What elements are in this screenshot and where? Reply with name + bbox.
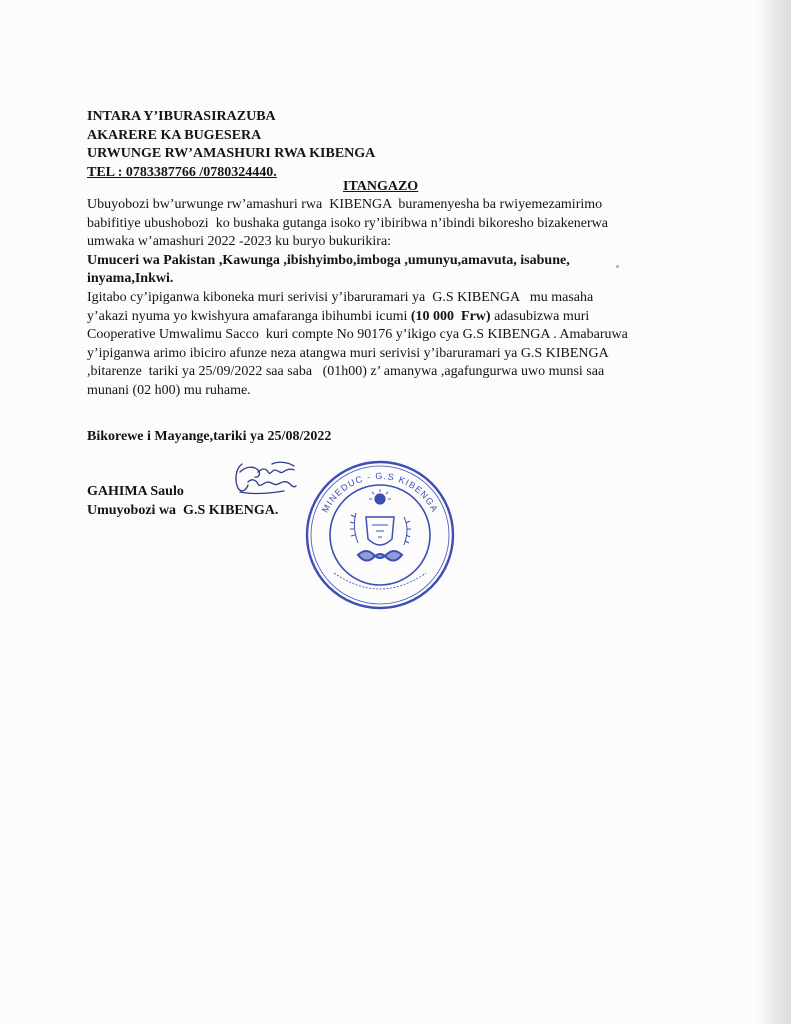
- announcement-body: [87, 196, 628, 401]
- signatory-title: Umuyobozi wa G.S KIBENGA.: [87, 502, 279, 518]
- letterhead-district: AKARERE KA BUGESERA: [87, 127, 262, 143]
- letterhead-telephone: TEL : 0783387766 /0780324440.: [87, 164, 277, 180]
- scan-edge-shadow: [757, 0, 791, 1024]
- signatory-block: [87, 483, 278, 520]
- body-line: y’ipiganwa arimo ibiciro afunze neza atangwa muri serivisi y’ibaruramari ya G.S KIBENGA: [87, 345, 609, 361]
- items-list-line: inyama,Inkwi.: [87, 271, 174, 287]
- stamp-ring-text: MINEDUC - G.S KIBENGA: [319, 470, 441, 515]
- place-and-date-text: Bikorewe i Mayange,tariki ya 25/08/2022: [87, 429, 332, 444]
- body-line: babifitiye ubushobozi ko bushaka gutanga isoko ry’ibiribwa n’ibindi bikoresho bizakenerwa: [87, 215, 608, 231]
- letterhead-school: URWUNGE RW’AMASHURI RWA KIBENGA: [87, 146, 376, 162]
- stamp-emblem: [350, 489, 411, 561]
- body-line: umwaka w’amashuri 2022 -2023 ku buryo bukurikira:: [87, 234, 392, 250]
- body-line: Igitabo cy’ipiganwa kiboneka muri serivisi y’ibaruramari ya G.S KIBENGA mu masaha: [87, 289, 594, 305]
- place-and-date: [87, 428, 331, 447]
- body-line: Ubuyobozi bw’urwunge rw’amashuri rwa KIBENGA buramenyesha ba rwiyemezamirimo: [87, 197, 603, 212]
- items-list-line: Umuceri wa Pakistan ,Kawunga ,ibishyimbo,imboga ,umunyu,amavuta, isabune,: [87, 252, 570, 268]
- scan-speck: [616, 265, 619, 268]
- body-line: [87, 308, 628, 327]
- letterhead-province: INTARA Y’IBURASIRAZUBA: [87, 109, 276, 124]
- document-title: ITANGAZO: [343, 179, 419, 194]
- body-text-segment: adasubizwa muri: [490, 308, 590, 324]
- body-text-segment: y’akazi nyuma yo kwishyura amafaranga ibihumbi icumi: [87, 308, 411, 324]
- letterhead: [87, 108, 375, 182]
- body-line: Cooperative Umwalimu Sacco kuri compte No 90176 y’ikigo cya G.S KIBENGA . Amabaruwa: [87, 327, 628, 343]
- body-line: ,bitarenze tariki ya 25/09/2022 saa saba (01h00) z’ amanywa ,agafungurwa uwo munsi saa: [87, 364, 605, 380]
- fee-amount: (10 000 Frw): [410, 308, 491, 324]
- official-stamp: [300, 455, 460, 615]
- signatory-name: GAHIMA Saulo: [87, 484, 184, 499]
- body-line: munani (02 h00) mu ruhame.: [87, 382, 251, 398]
